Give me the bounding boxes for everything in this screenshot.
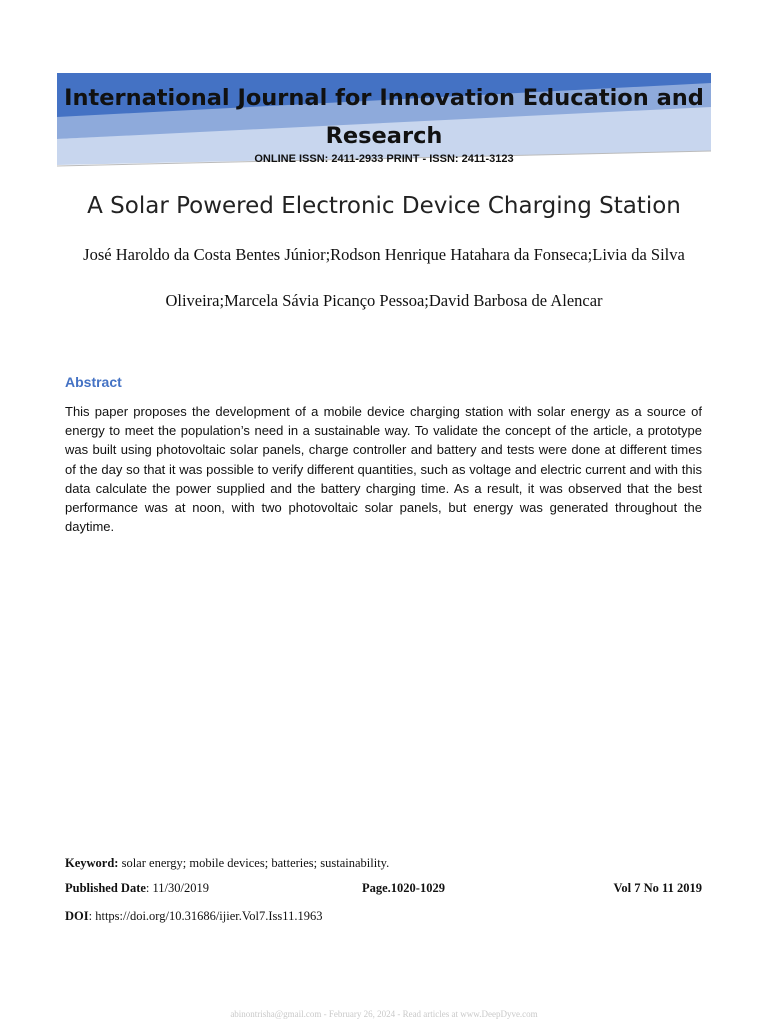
doi-value[interactable]: : https://doi.org/10.31686/ijier.Vol7.Iss11.1963 [88,909,323,923]
keyword-value: solar energy; mobile devices; batteries; sustainability. [121,856,390,870]
keyword-label: Keyword: [65,856,119,870]
published-date-value: : 11/30/2019 [145,881,210,895]
doi-line [65,909,702,924]
doi-label: DOI [65,909,89,923]
keyword-line [65,856,702,871]
paper-authors: José Haroldo da Costa Bentes Júnior;Rodson Henrique Hatahara da Fonseca;Livia da Silva Oliveira;Marcela Sávia Picanço Pessoa;David Barbosa de Alencar [83,245,685,310]
volume-issue: Vol 7 No 11 2019 [613,881,702,895]
abstract-heading: Abstract [65,374,122,390]
published-date-label: Published Date [65,881,146,895]
journal-issn: ONLINE ISSN: 2411-2933 PRINT - ISSN: 2411-3123 [254,153,514,165]
publication-line [65,881,702,897]
page-range: Page.1020-1029 [362,881,445,895]
abstract-text: This paper proposes the development of a mobile device charging station with solar energy as a source of energy to meet the population’s need in a sustainable way. To validate the concept of the article, a prototype was built using photovoltaic solar panels, charge controller and battery and tests were done at different times of the day so that it was possible to verify different quantities, such as voltage and electric current and with this data calculate the power supplied and the battery charging time. As a result, it was observed that the best performance was at noon, with two photovoltaic solar panels, but energy was generated throughout the daytime. [65,404,702,535]
journal-title: International Journal for Innovation Education and Research [64,85,704,149]
download-footer: abinontrisha@gmail.com - February 26, 2024 - Read articles at www.DeepDyve.com [230,1009,538,1019]
paper-title: A Solar Powered Electronic Device Charging Station [87,193,681,219]
